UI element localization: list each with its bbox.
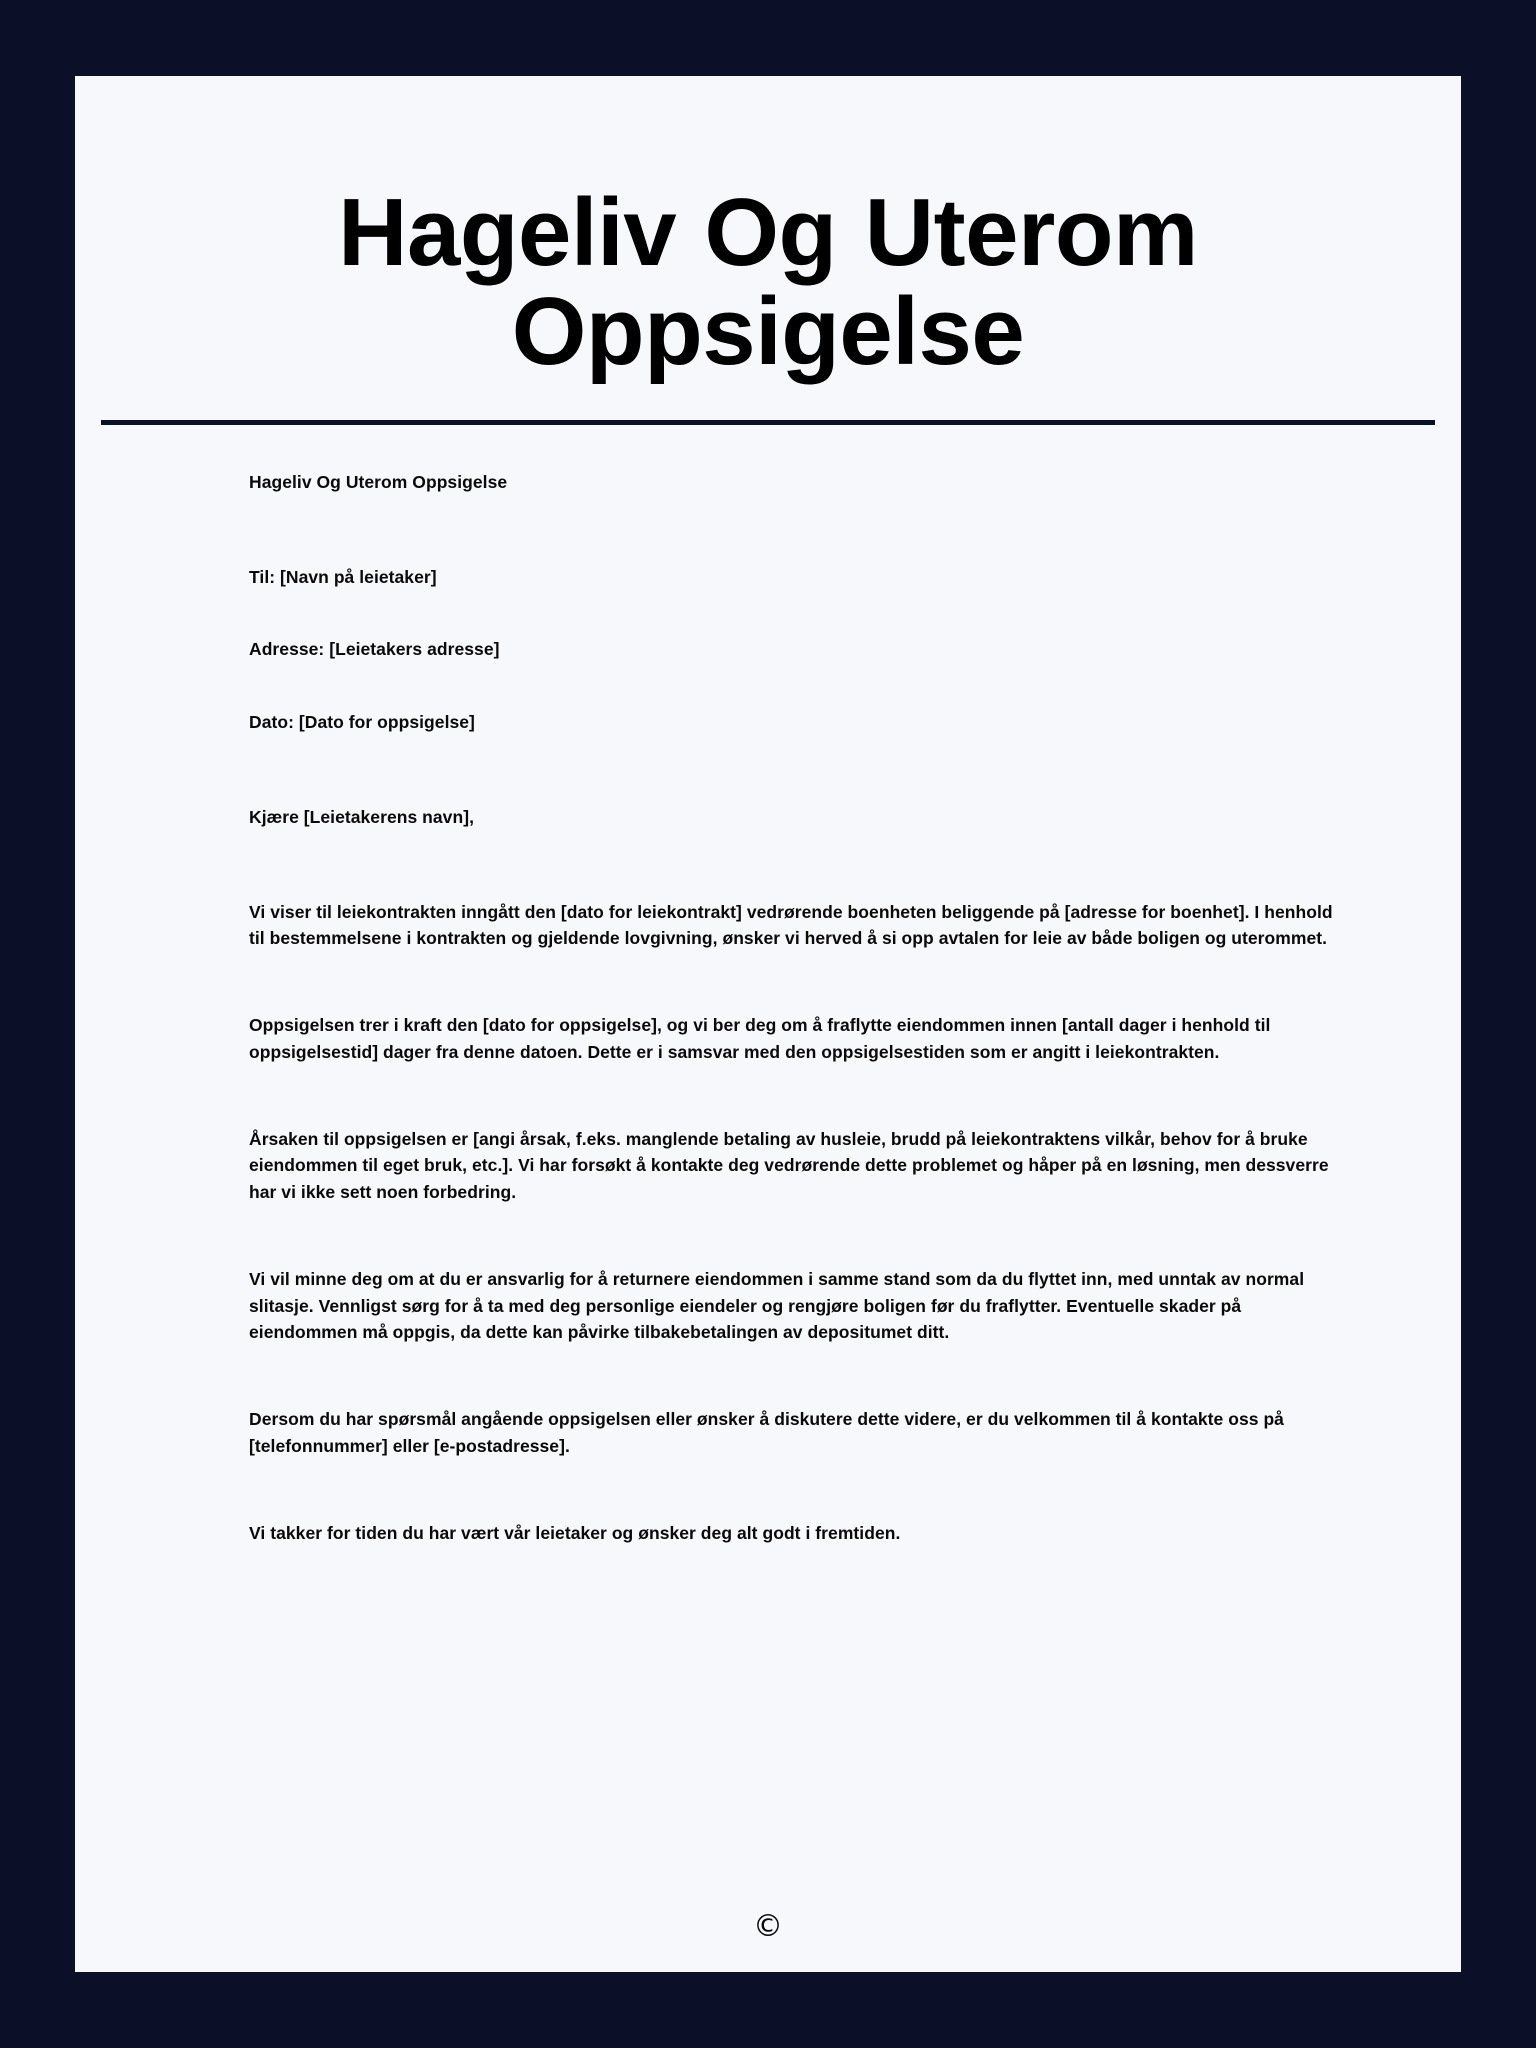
document-page: [75, 76, 1461, 1972]
spacer: [249, 831, 1345, 899]
document-body: [75, 425, 1461, 1547]
recipient-address-line: Adresse: [Leietakers adresse]: [249, 639, 500, 660]
paragraph-4: Vi vil minne deg om at du er ansvarlig for å returnere eiendommen i samme stand som da du flyttet inn, med unntak av normal slitasje. Vennligst sørg for å ta med deg personlige eiendeler og rengjøre boligen før du fraflytter. Eventuelle skader på eiendommen må oppgis, da dette kan påvirke tilbakebetalingen av depositumet ditt.: [249, 1268, 1305, 1343]
spacer: [249, 496, 1345, 564]
spacer: [249, 590, 1345, 636]
title-block: [75, 76, 1461, 385]
page-title: Hageliv Og Uterom Oppsigelse: [338, 179, 1198, 385]
paragraph-2: Oppsigelsen trer i kraft den [dato for oppsigelse], og vi ber deg om å fraflytte eiendommen innen [antall dager i henhold til oppsigelsestid] dager fra denne datoen. Dette er i samsvar med den oppsigelsestiden som er angitt i leiekontrakten.: [249, 1015, 1271, 1062]
paragraph-5: Dersom du har spørsmål angående oppsigelsen eller ønsker å diskutere dette videre, er du velkommen til å kontakte oss på [telefonnummer] eller [e-postadresse].: [249, 1409, 1284, 1456]
spacer: [249, 952, 1345, 1012]
document-heading: Hageliv Og Uterom Oppsigelse: [249, 471, 508, 492]
salutation: Kjære [Leietakerens navn],: [249, 806, 474, 827]
recipient-date-line: Dato: [Dato for oppsigelse]: [249, 712, 475, 733]
spacer: [249, 1206, 1345, 1266]
spacer: [249, 1066, 1345, 1126]
spacer: [249, 1346, 1345, 1406]
spacer: [249, 1460, 1345, 1520]
spacer: [249, 736, 1345, 804]
spacer: [249, 663, 1345, 709]
paragraph-6: Vi takker for tiden du har vært vår leietaker og ønsker deg alt godt i fremtiden.: [249, 1522, 901, 1543]
paragraph-1: Vi viser til leiekontrakten inngått den [dato for leiekontrakt] vedrørende boenheten beliggende på [adresse for boenhet]. I henhold til bestemmelsene i kontrakten og gjeldende lovgivning, ønsker vi herved å si opp avtalen for leie av både boligen og uterommet.: [249, 901, 1333, 949]
copyright-icon: ©: [753, 1909, 783, 1944]
paragraph-3: Årsaken til oppsigelsen er [angi årsak, f.eks. manglende betaling av husleie, brudd på leiekontraktens vilkår, behov for å bruke eiendommen til eget bruk, etc.]. Vi har forsøkt å kontakte deg vedrørende dette problemet og håper på en løsning, men dessverre har vi ikke sett noen forbedring.: [249, 1128, 1329, 1203]
document-footer: [75, 1909, 1461, 1944]
title-divider-wrap: [75, 382, 1461, 425]
recipient-to-line: Til: [Navn på leietaker]: [249, 566, 437, 587]
